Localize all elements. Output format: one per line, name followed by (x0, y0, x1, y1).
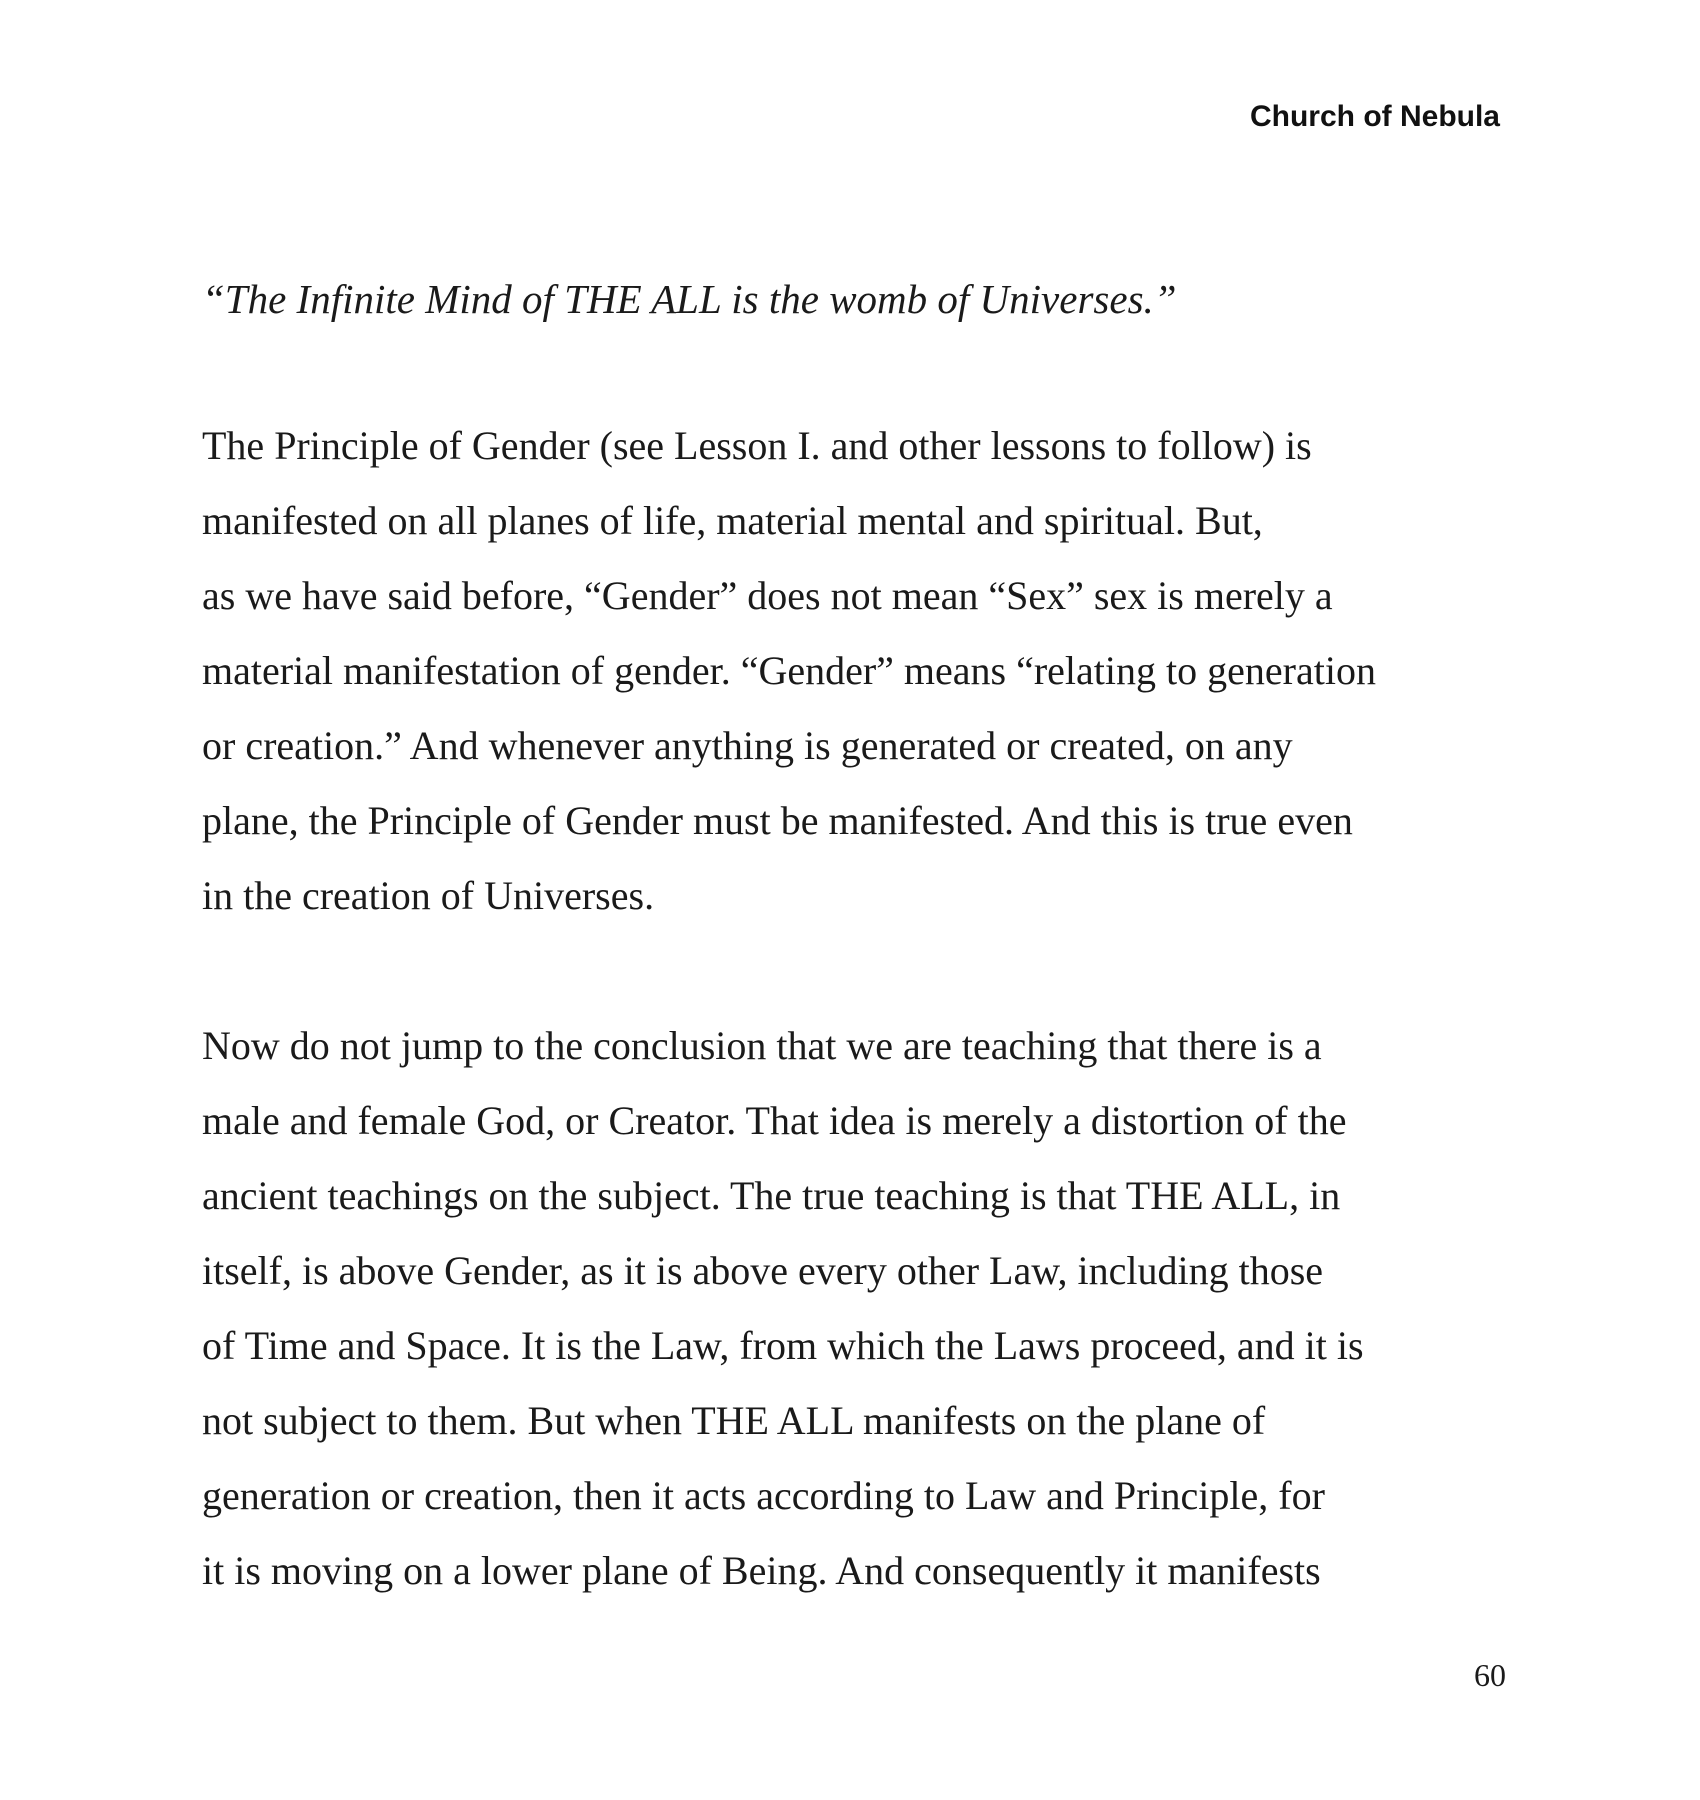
paragraph-line: manifested on all planes of life, material mental and spiritual. But, (202, 498, 1263, 543)
paragraph-line: plane, the Principle of Gender must be manifested. And this is true even (202, 798, 1353, 843)
paragraph-line: generation or creation, then it acts according to Law and Principle, for (202, 1473, 1325, 1518)
page-header: Church of Nebula (1249, 100, 1500, 133)
paragraph-line: not subject to them. But when THE ALL manifests on the plane of (202, 1398, 1266, 1443)
paragraph-line: material manifestation of gender. “Gender” means “relating to generation (202, 648, 1376, 693)
paragraph-line: in the creation of Universes. (202, 873, 655, 918)
page-number: 60 (1474, 1657, 1506, 1693)
paragraph-line: Now do not jump to the conclusion that we are teaching that there is a (202, 1023, 1322, 1068)
paragraph-line: The Principle of Gender (see Lesson I. and other lessons to follow) is (202, 423, 1312, 468)
paragraph-line: as we have said before, “Gender” does not mean “Sex” sex is merely a (202, 573, 1333, 618)
paragraph-line: it is moving on a lower plane of Being. And consequently it manifests (202, 1548, 1321, 1593)
epigraph: “The Infinite Mind of THE ALL is the womb of Universes.” (202, 276, 1177, 322)
paragraph-line: male and female God, or Creator. That idea is merely a distortion of the (202, 1098, 1347, 1143)
paragraph-line: itself, is above Gender, as it is above every other Law, including those (202, 1248, 1324, 1293)
paragraph-line: of Time and Space. It is the Law, from which the Laws proceed, and it is (202, 1323, 1364, 1368)
paragraph-line: or creation.” And whenever anything is generated or created, on any (202, 723, 1293, 768)
paragraph-line: ancient teachings on the subject. The true teaching is that THE ALL, in (202, 1173, 1341, 1218)
